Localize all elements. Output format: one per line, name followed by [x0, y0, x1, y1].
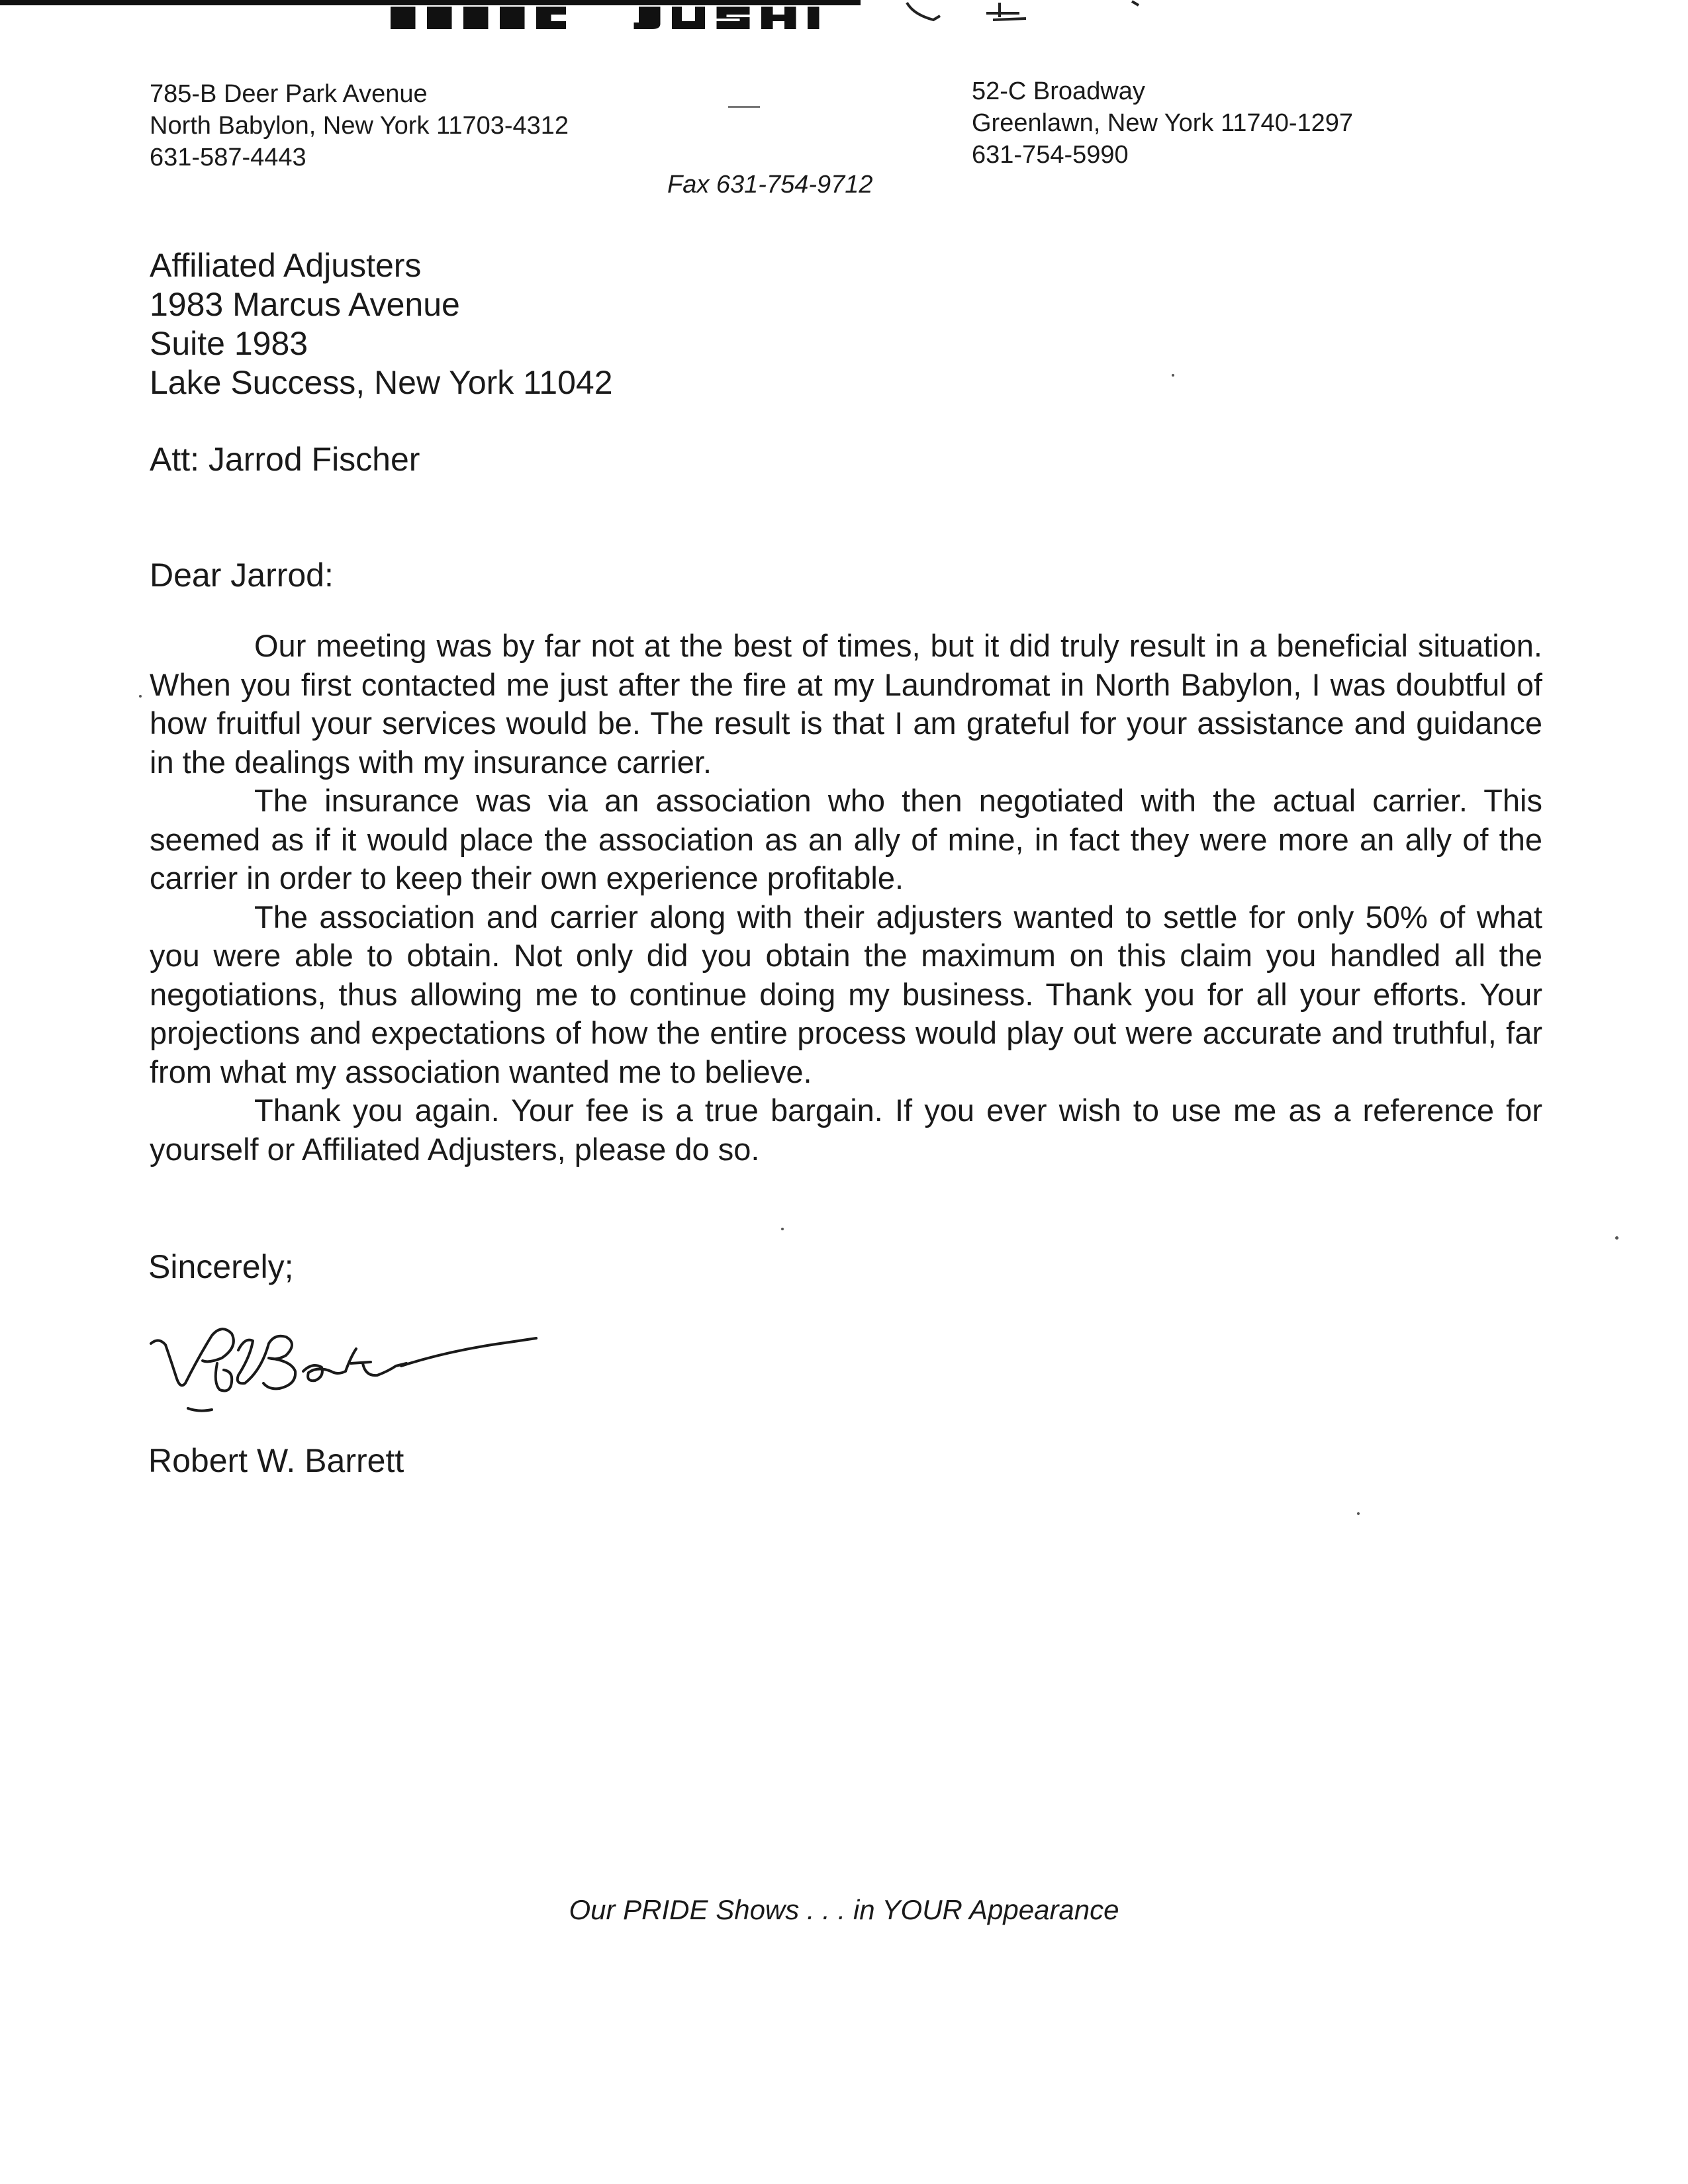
- attention-line: Att: Jarrod Fischer: [150, 441, 420, 478]
- closing: Sincerely;: [148, 1248, 294, 1285]
- letterhead-logo: [391, 0, 904, 52]
- right-address-phone: 631-754-5990: [972, 141, 1129, 169]
- scan-speck: [1172, 374, 1174, 377]
- recipient-line-3: Suite 1983: [150, 325, 308, 362]
- left-address-phone: 631-587-4443: [150, 144, 306, 171]
- recipient-line-1: Affiliated Adjusters: [150, 247, 422, 284]
- body-paragraph-3: The association and carrier along with their adjusters wanted to settle for only 50% of what you were able to obtain. Not only did you obtain the maximum on this claim you handled all the negotiations, thus allowing me to continue doing my business. Thank you for all your efforts. Your projections and expectations of how the entire process would play out were accurate and truthful, far from what my association wanted me to believe.: [150, 899, 1542, 1089]
- footer-tagline: Our PRIDE Shows . . . in YOUR Appearance: [569, 1894, 1119, 1925]
- letterhead-marks: [894, 0, 1172, 26]
- scan-mark: [728, 106, 760, 108]
- right-address-street: 52-C Broadway: [972, 77, 1145, 105]
- scan-speck: [1357, 1512, 1360, 1515]
- scan-speck: [781, 1228, 784, 1230]
- right-address-city: Greenlawn, New York 11740-1297: [972, 109, 1354, 137]
- right-address: [972, 75, 1353, 171]
- left-address-city: North Babylon, New York 11703-4312: [150, 112, 569, 140]
- body-paragraph-4: Thank you again. Your fee is a true bargain. If you ever wish to use me as a reference for yourself or Affiliated Adjusters, please do so.: [150, 1093, 1542, 1167]
- recipient-line-2: 1983 Marcus Avenue: [150, 286, 460, 323]
- letterhead-logo-fragment: [391, 7, 904, 33]
- recipient-address: [150, 246, 613, 402]
- handwritten-signature: [139, 1297, 563, 1430]
- body-paragraph-2: The insurance was via an association who then negotiated with the actual carrier. This seemed as if it would place the association as an ally of mine, in fact they were more an ally of the carrier in order to keep their own experience profitable.: [150, 783, 1542, 895]
- body-paragraph-1: Our meeting was by far not at the best of times, but it did truly result in a beneficial situation. When you first contacted me just after the fire at my Laundromat in North Babylon, I was doubtful of how fruitful your services would be. The result is that I am grateful for your assistance and guidance in the dealings with my insurance carrier.: [150, 628, 1542, 780]
- scan-speck: [1615, 1236, 1618, 1240]
- salutation: Dear Jarrod:: [150, 557, 334, 594]
- recipient-line-4: Lake Success, New York 11042: [150, 364, 613, 401]
- letter-body: [150, 627, 1542, 1169]
- left-address-street: 785-B Deer Park Avenue: [150, 80, 428, 108]
- fax-number: Fax 631-754-9712: [667, 171, 873, 199]
- left-address: [150, 78, 569, 173]
- scan-speck: [139, 695, 142, 698]
- signer-name: Robert W. Barrett: [148, 1442, 404, 1479]
